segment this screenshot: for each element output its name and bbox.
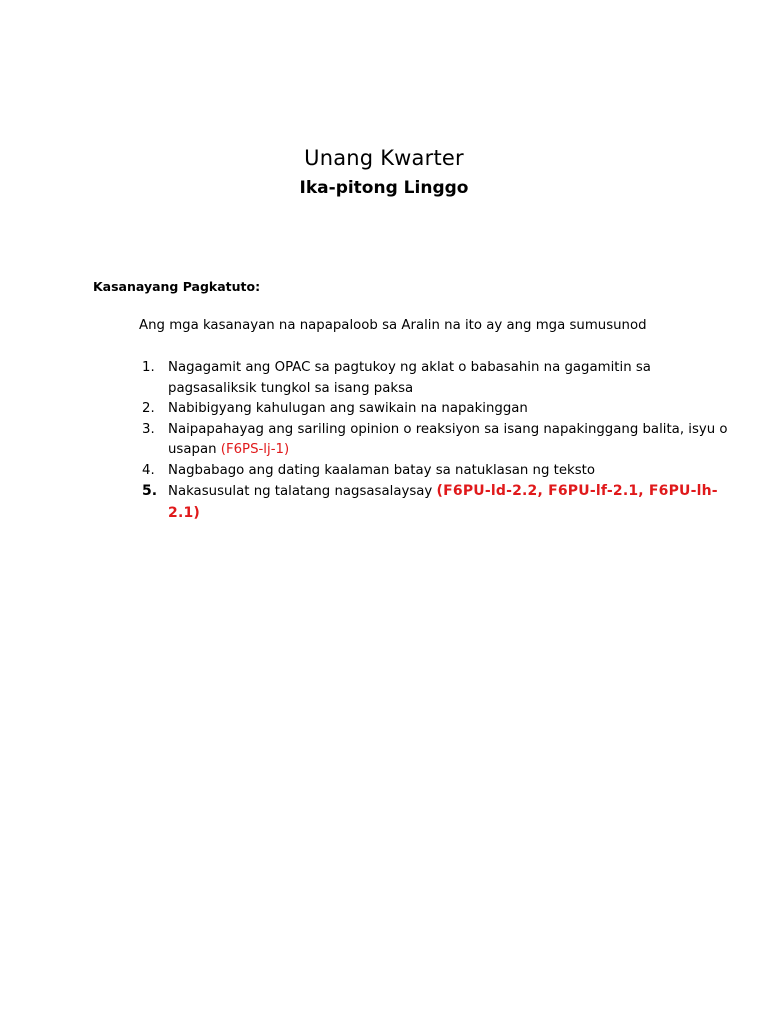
list-item-text: Nagbabago ang dating kaalaman batay sa natuklasan ng teksto [168,462,596,478]
list-item-text: Naipapahayag ang sariling opinion o reaksiyon sa isang napakinggang balita, isyu o usapan [168,421,728,457]
section-heading: Kasanayang Pagkatuto: [93,279,261,294]
list-item-number: 3. [142,421,155,437]
competency-code: (F6PU-ld-2.2, F6PU-lf-2.1, F6PU-lh-2.1) [168,483,718,521]
list-item-number: 4. [142,462,155,478]
list-item-number: 5. [142,483,158,499]
list-item [132,399,732,420]
objectives-list [132,358,732,524]
intro-paragraph: Ang mga kasanayan na napapaloob sa Aralin na ito ay ang mga sumusunod [139,318,647,333]
list-item-number: 1. [142,360,155,375]
list-item [132,420,732,461]
list-item-number: 2. [142,401,155,416]
list-item-text: Nagagamit ang OPAC sa pagtukoy ng aklat o babasahin na gagamitin sa pagsasaliksik tungkol sa isang paksa [168,360,651,396]
list-item-text: Nabibigyang kahulugan ang sawikain na napakinggan [168,401,528,416]
list-item [132,461,732,482]
page-title: Unang Kwarter [304,146,464,170]
competency-code: (F6PS-lj-1) [220,442,290,457]
list-item [132,358,732,399]
list-item [132,481,732,524]
list-item-text: Nakasusulat ng talatang nagsasalaysay [168,484,437,499]
page-subtitle: Ika-pitong Linggo [299,178,469,198]
